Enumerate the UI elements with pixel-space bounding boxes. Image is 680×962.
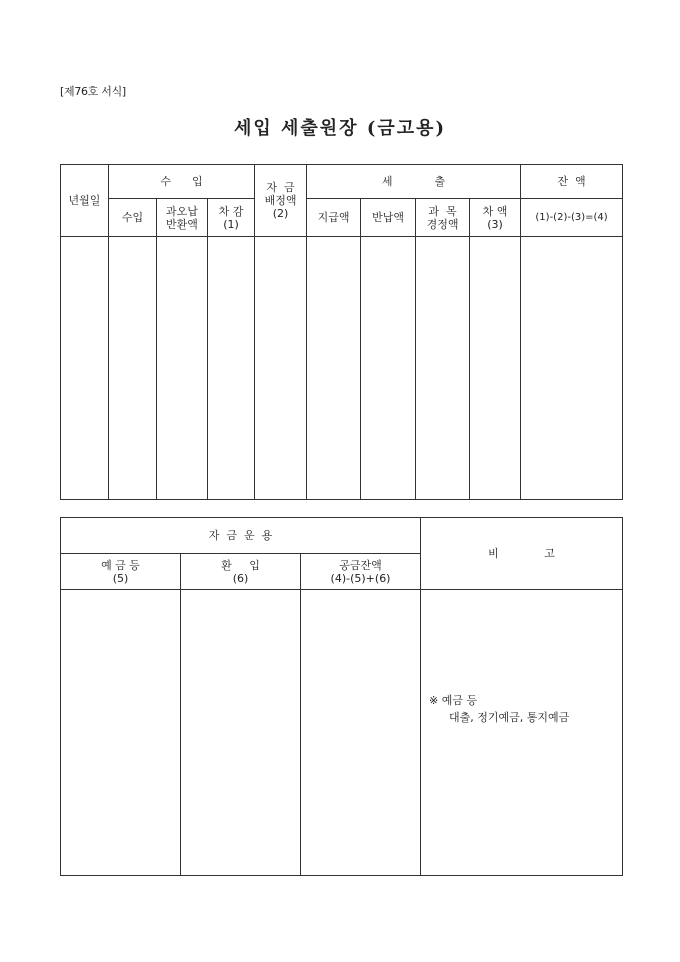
ledger-cell bbox=[416, 237, 470, 500]
public-balance-header: 공금잔액 (4)-(5)+(6) bbox=[301, 554, 421, 590]
funds-table bbox=[60, 517, 623, 876]
transfer-header: 과 목 경정액 bbox=[416, 199, 470, 237]
ledger-cell bbox=[307, 237, 361, 500]
note-title: ※ 예금 등 bbox=[429, 694, 478, 707]
deduction-header: 차 감 (1) bbox=[208, 199, 255, 237]
deposits-header: 예 금 등 (5) bbox=[61, 554, 181, 590]
payment-header: 지급액 bbox=[307, 199, 361, 237]
ledger-table bbox=[60, 164, 623, 500]
ledger-cell bbox=[521, 237, 623, 500]
refund-header: 과오납 반환액 bbox=[157, 199, 208, 237]
ledger-cell bbox=[109, 237, 157, 500]
remarks-note bbox=[421, 590, 623, 876]
balance-formula: (1)-(2)-(3)=(4) bbox=[521, 199, 623, 237]
expenditure-header: 세 출 bbox=[307, 165, 521, 199]
ledger-cell bbox=[361, 237, 416, 500]
ledger-cell bbox=[157, 237, 208, 500]
date-header: 년월일 bbox=[61, 165, 109, 237]
income-header: 수입 bbox=[109, 199, 157, 237]
form-number: [제76호 서식] bbox=[60, 85, 126, 98]
allocation-header: 자 금 배정액 (2) bbox=[255, 165, 307, 237]
funds-header: 자 금 운 용 bbox=[61, 518, 421, 554]
funds-cell bbox=[301, 590, 421, 876]
funds-body-row bbox=[61, 590, 623, 876]
ledger-body-row bbox=[61, 237, 623, 500]
note-detail: 대출, 정기예금, 통지예금 bbox=[449, 711, 570, 724]
ledger-cell bbox=[470, 237, 521, 500]
funds-cell bbox=[181, 590, 301, 876]
ledger-cell bbox=[208, 237, 255, 500]
remarks-header: 비 고 bbox=[421, 518, 623, 590]
return-header: 반납액 bbox=[361, 199, 416, 237]
difference-header: 차 액 (3) bbox=[470, 199, 521, 237]
funds-cell bbox=[61, 590, 181, 876]
ledger-cell bbox=[255, 237, 307, 500]
balance-header: 잔 액 bbox=[521, 165, 623, 199]
ledger-cell bbox=[61, 237, 109, 500]
page-title: 세입 세출원장 (금고용) bbox=[233, 118, 447, 139]
recovery-header: 환 입 (6) bbox=[181, 554, 301, 590]
revenue-header: 수 입 bbox=[109, 165, 255, 199]
